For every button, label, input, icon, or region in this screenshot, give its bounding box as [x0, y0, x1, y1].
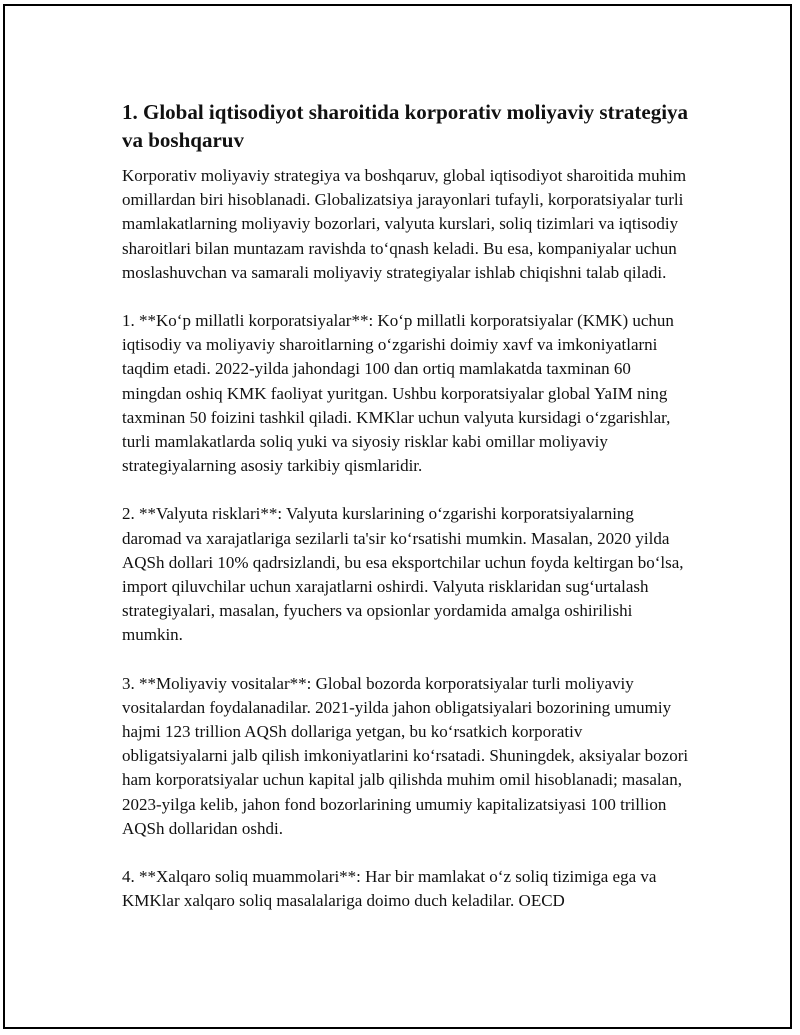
- paragraph-financial-instruments: 3. **Moliyaviy vositalar**: Global bozorda korporatsiyalar turli moliyaviy vositalardan foydalanadilar. 2021-yilda jahon obligatsiyalari bozorining umumiy hajmi 123 trillion AQSh dollariga yetgan, bu ko‘rsatkich korporativ obligatsiyalarni jalb qilish imkoniyatlarini ko‘rsatadi. Shuningdek, aksiyalar bozori ham korporatsiyalar uchun kapital jalb qilishda muhim omil hisoblanadi; masalan, 2023-yilga kelib, jahon fond bozorlarining umumiy kapitalizatsiyasi 100 trillion AQSh dollaridan oshdi.: [122, 673, 689, 838]
- paragraph-currency-risks: 2. **Valyuta risklari**: Valyuta kurslarining o‘zgarishi korporatsiyalarning daromad va xarajatlariga sezilarli ta'sir ko‘rsatishi mumkin. Masalan, 2020 yilda AQSh dollari 10% qadrsizlandi, bu esa eksportchilar uchun foyda keltirgan bo‘lsa, import qiluvchilar uchun xarajatlarni oshirdi. Valyuta risklaridan sug‘urtalash strategiyalari, masalan, fyuchers va opsionlar yordamida amalga oshirilishi mumkin.: [122, 504, 684, 645]
- paragraph-international-tax: 4. **Xalqaro soliq muammolari**: Har bir mamlakat o‘z soliq tizimiga ega va KMKlar xalqaro soliq masalalariga doimo duch keladilar. OECD: [122, 867, 657, 911]
- paragraph-intro: Korporativ moliyaviy strategiya va boshqaruv, global iqtisodiyot sharoitida muhim omillardan biri hisoblanadi. Globalizatsiya jarayonlari tufayli, korporatsiyalar turli mamlakatlarning moliyaviy bozorlari, valyuta kurslari, soliq tizimlari va iqtisodiy sharoitlari bilan muntazam ravishda to‘qnash keladi. Bu esa, kompaniyalar uchun moslashuvchan va samarali moliyaviy strategiyalar ishlab chiqishni talab qiladi.: [122, 166, 687, 282]
- document-body: [122, 98, 692, 937]
- page-frame: [3, 4, 792, 1029]
- section-heading: 1. Global iqtisodiyot sharoitida korporativ moliyaviy strategiya va boshqaruv: [122, 100, 689, 152]
- paragraph-multinational-corporations: 1. **Ko‘p millatli korporatsiyalar**: Ko‘p millatli korporatsiyalar (KMK) uchun iqtisodiy va moliyaviy sharoitlarning o‘zgarishi doimiy xavf va imkoniyatlarni taqdim etadi. 2022-yilda jahondagi 100 dan ortiq mamlakatda taxminan 60 mingdan oshiq KMK faoliyat yuritgan. Ushbu korporatsiyalar global YaIM ning taxminan 50 foizini tashkil qiladi. KMKlar uchun valyuta kursidagi o‘zgarishlar, turli mamlakatlarda soliq yuki va siyosiy risklar kabi omillar moliyaviy strategiyalarning asosiy tarkibiy qismlaridir.: [122, 311, 674, 476]
